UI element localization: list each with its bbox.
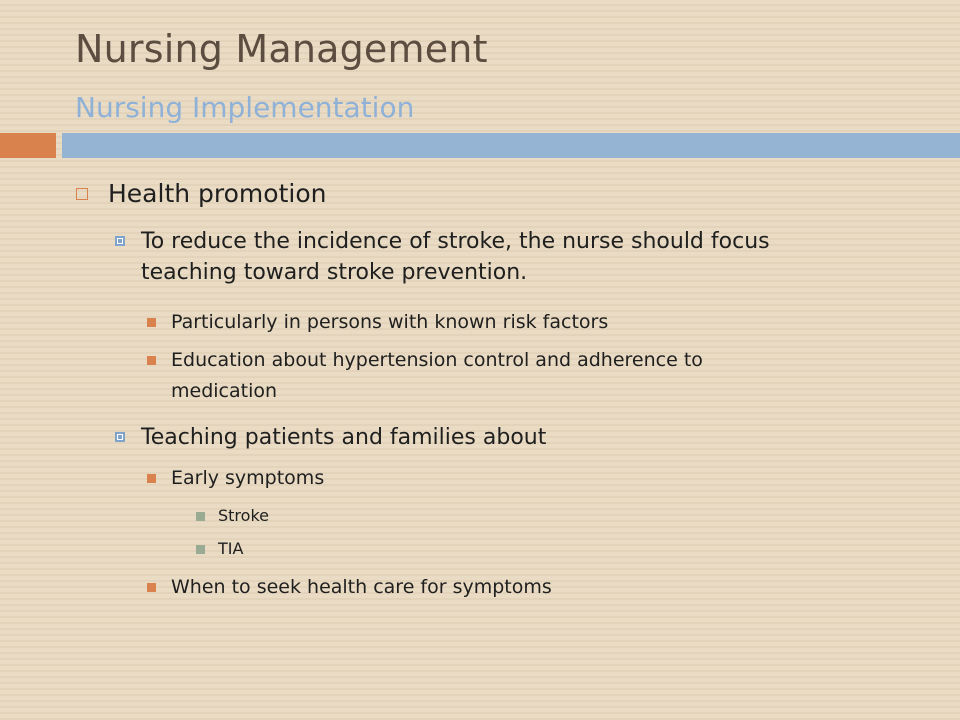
- filled-square-bullet-icon: [115, 236, 125, 246]
- bullet-item-reduce-incidence-continued: [141, 257, 527, 288]
- slide-title: Nursing Management: [75, 27, 488, 71]
- bullet-text: Particularly in persons with known risk factors: [171, 311, 609, 333]
- bullet-item-education-continued: [171, 378, 277, 404]
- bullet-item-reduce-incidence: [141, 226, 770, 257]
- bullet-item-early-symptoms: [171, 465, 324, 491]
- small-square-bullet-icon: [196, 545, 205, 554]
- bullet-text: TIA: [218, 539, 244, 558]
- bullet-text: Early symptoms: [171, 467, 325, 489]
- square-bullet-icon: [147, 474, 156, 483]
- bullet-text: teaching toward stroke prevention.: [141, 260, 528, 285]
- bullet-text: To reduce the incidence of stroke, the nurse should focus: [141, 229, 770, 254]
- accent-bar-blue: [62, 133, 960, 158]
- bullet-item-education: [171, 347, 703, 373]
- square-bullet-icon: [147, 318, 156, 327]
- small-square-bullet-icon: [196, 512, 205, 521]
- bullet-text: medication: [171, 380, 278, 402]
- bullet-text: Teaching patients and families about: [141, 425, 547, 450]
- bullet-text: When to seek health care for symptoms: [171, 576, 552, 598]
- square-bullet-icon: [147, 583, 156, 592]
- bullet-item-health-promotion: [108, 179, 326, 208]
- slide-subtitle: Nursing Implementation: [75, 91, 415, 124]
- square-bullet-icon: [147, 356, 156, 365]
- filled-square-bullet-icon: [115, 432, 125, 442]
- bullet-item-stroke: [218, 506, 269, 525]
- bullet-text: Health promotion: [108, 179, 327, 208]
- bullet-text: Stroke: [218, 506, 269, 525]
- bullet-item-tia: [218, 539, 243, 558]
- bullet-item-teaching: [141, 422, 546, 453]
- bullet-text: Education about hypertension control and adherence to: [171, 349, 703, 371]
- bullet-item-risk-factors: [171, 309, 608, 335]
- hollow-square-bullet-icon: [76, 188, 88, 200]
- accent-bar-orange: [0, 133, 56, 158]
- bullet-item-seek-care: [171, 574, 552, 600]
